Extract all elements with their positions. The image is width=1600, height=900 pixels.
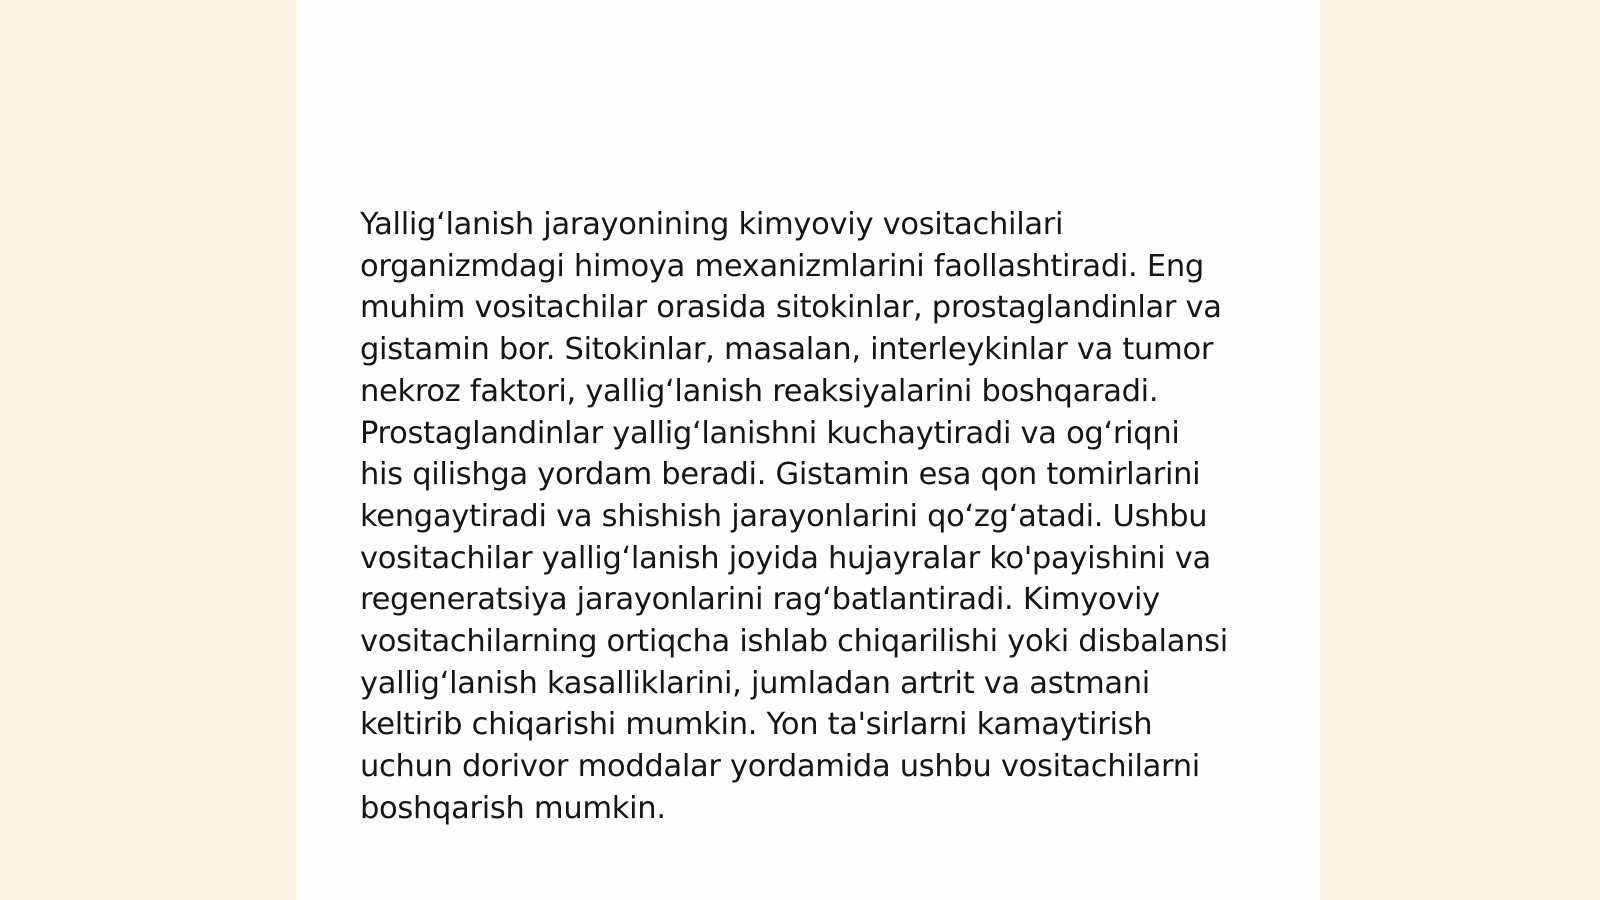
body-paragraph: Yallig‘lanish jarayonining kimyoviy vositachilari organizmdagi himoya mexanizmlarini faollashtiradi. Eng muhim vositachilar orasida sitokinlar, prostaglandinlar va gistamin bor. Sitokinlar, masalan, interleykinlar va tumor nekroz faktori, yallig‘lanish reaksiyalarini boshqaradi. Prostaglandinlar yallig‘lanishni kuchaytiradi va og‘riqni his qilishga yordam beradi. Gistamin esa qon tomirlarini kengaytiradi va shishish jarayonlarini qo‘zg‘atadi. Ushbu vositachilar yallig‘lanish joyida hujayralar ko'payishini va regeneratsiya jarayonlarini rag‘batlantiradi. Kimyoviy vositachilarning ortiqcha ishlab chiqarilishi yoki disbalansi yallig‘lanish kasalliklarini, jumladan artrit va astmani keltirib chiqarishi mumkin. Yon ta'sirlarni kamaytirish uchun dorivor moddalar yordamida ushbu vositachilarni boshqarish mumkin. (360, 207, 1228, 826)
document-page (297, 0, 1320, 900)
